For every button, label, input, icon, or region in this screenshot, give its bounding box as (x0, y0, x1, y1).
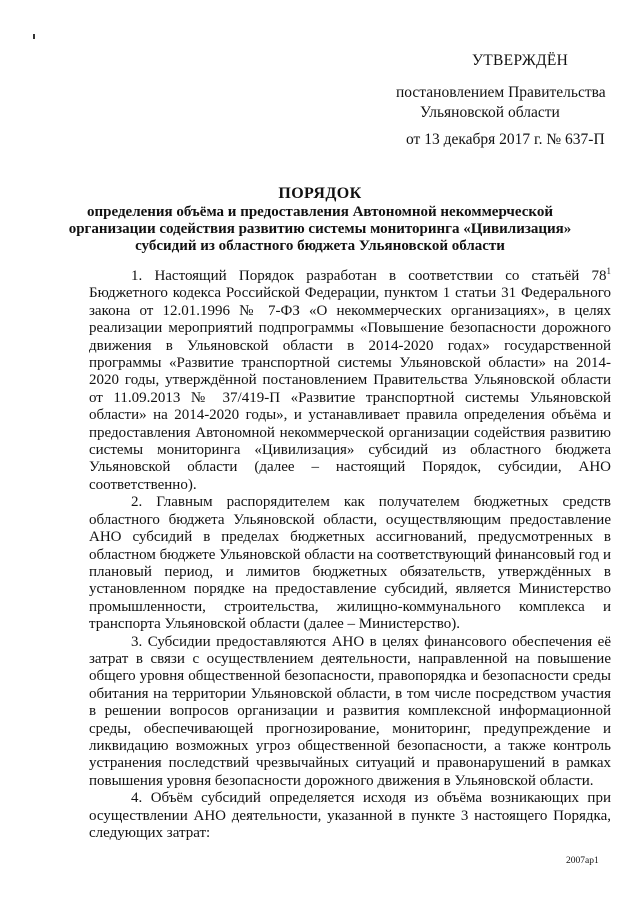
paragraph-3: 3. Субсидии предоставляются АНО в целях финансового обеспечения её затрат в связи с осуществлением деятельности, направленной на повышение общего уровня общественной безопасности, правопорядка и безопасности среды обитания на территории Ульяновской области, в том числе посредством участия в решении вопросов организации и развития комплексной информационной среды, обеспечивающей прогнозирование, мониторинг, предупреждение и ликвидацию возможных угроз общественной безопасности, а также контроль устранения последствий чрезвычайных ситуаций и правонарушений в рамках повышения уровня безопасности дорожного движения в Ульяновской области. (89, 633, 611, 789)
superscript-1: 1 (606, 266, 611, 276)
paragraph-1-start: 1. Настоящий Порядок разработан в соответствии со статьёй 78 (131, 268, 607, 284)
paragraph-4: 4. Объём субсидий определяется исходя из объёма возникающих при осуществлении АНО деятельности, указанной в пункте 3 настоящего Порядка, следующих затрат: (89, 790, 611, 841)
approval-by-line1: постановлением Правительства (396, 84, 606, 101)
paragraph-2: 2. Главным распорядителем как получателем бюджетных средств областного бюджета Ульяновской области, осуществляющим предоставление АНО субсидий в пределах бюджетных ассигнований, предусмотренных в областном бюджете Ульяновской области на соответствующий финансовый год и плановый период, и лимитов бюджетных обязательств, утверждённых в установленном порядке на предоставление субсидий, является Министерство промышленности, строительства, жилищно-коммунального комплекса и транспорта Ульяновской области (далее – Министерство). (89, 494, 611, 633)
margin-mark (33, 34, 35, 39)
document-body (89, 268, 611, 842)
paragraph-1 (89, 268, 611, 494)
approval-by-line2: Ульяновской области (420, 104, 560, 121)
paragraph-1-rest: Бюджетного кодекса Российской Федерации, пунктом 1 статьи 31 Федерального закона от 12.01.1996 № 7-ФЗ «О некоммерческих организациях», в целях реализации мероприятий подпрограммы «Повышение безопасности дорожного движения в Ульяновской области в 2014-2020 годах» государственной программы «Развитие транспортной системы Ульяновской области» на 2014-2020 годы, утверждённой постановлением Правительства Ульяновской области от 11.09.2013 № 37/419-П «Развитие транспортной системы Ульяновской области» на 2014-2020 годы», и устанавливает правила определения объёма и предоставления Автономной некоммерческой организации содействия развитию системы мониторинга «Цивилизация» субсидий из областного бюджета Ульяновской области (далее – настоящий Порядок, субсидии, АНО соответственно). (89, 285, 611, 493)
document-subtitle: определения объёма и предоставления Автономной некоммерческой организации содействия развитию системы мониторинга «Цивилизация» субсидий из областного бюджета Ульяновской области (68, 204, 572, 254)
approval-date-number: от 13 декабря 2017 г. № 637-П (406, 131, 605, 148)
footer-code: 2007ap1 (566, 856, 599, 866)
approval-heading: УТВЕРЖДЁН (472, 52, 569, 69)
document-title: ПОРЯДОК (278, 185, 362, 202)
